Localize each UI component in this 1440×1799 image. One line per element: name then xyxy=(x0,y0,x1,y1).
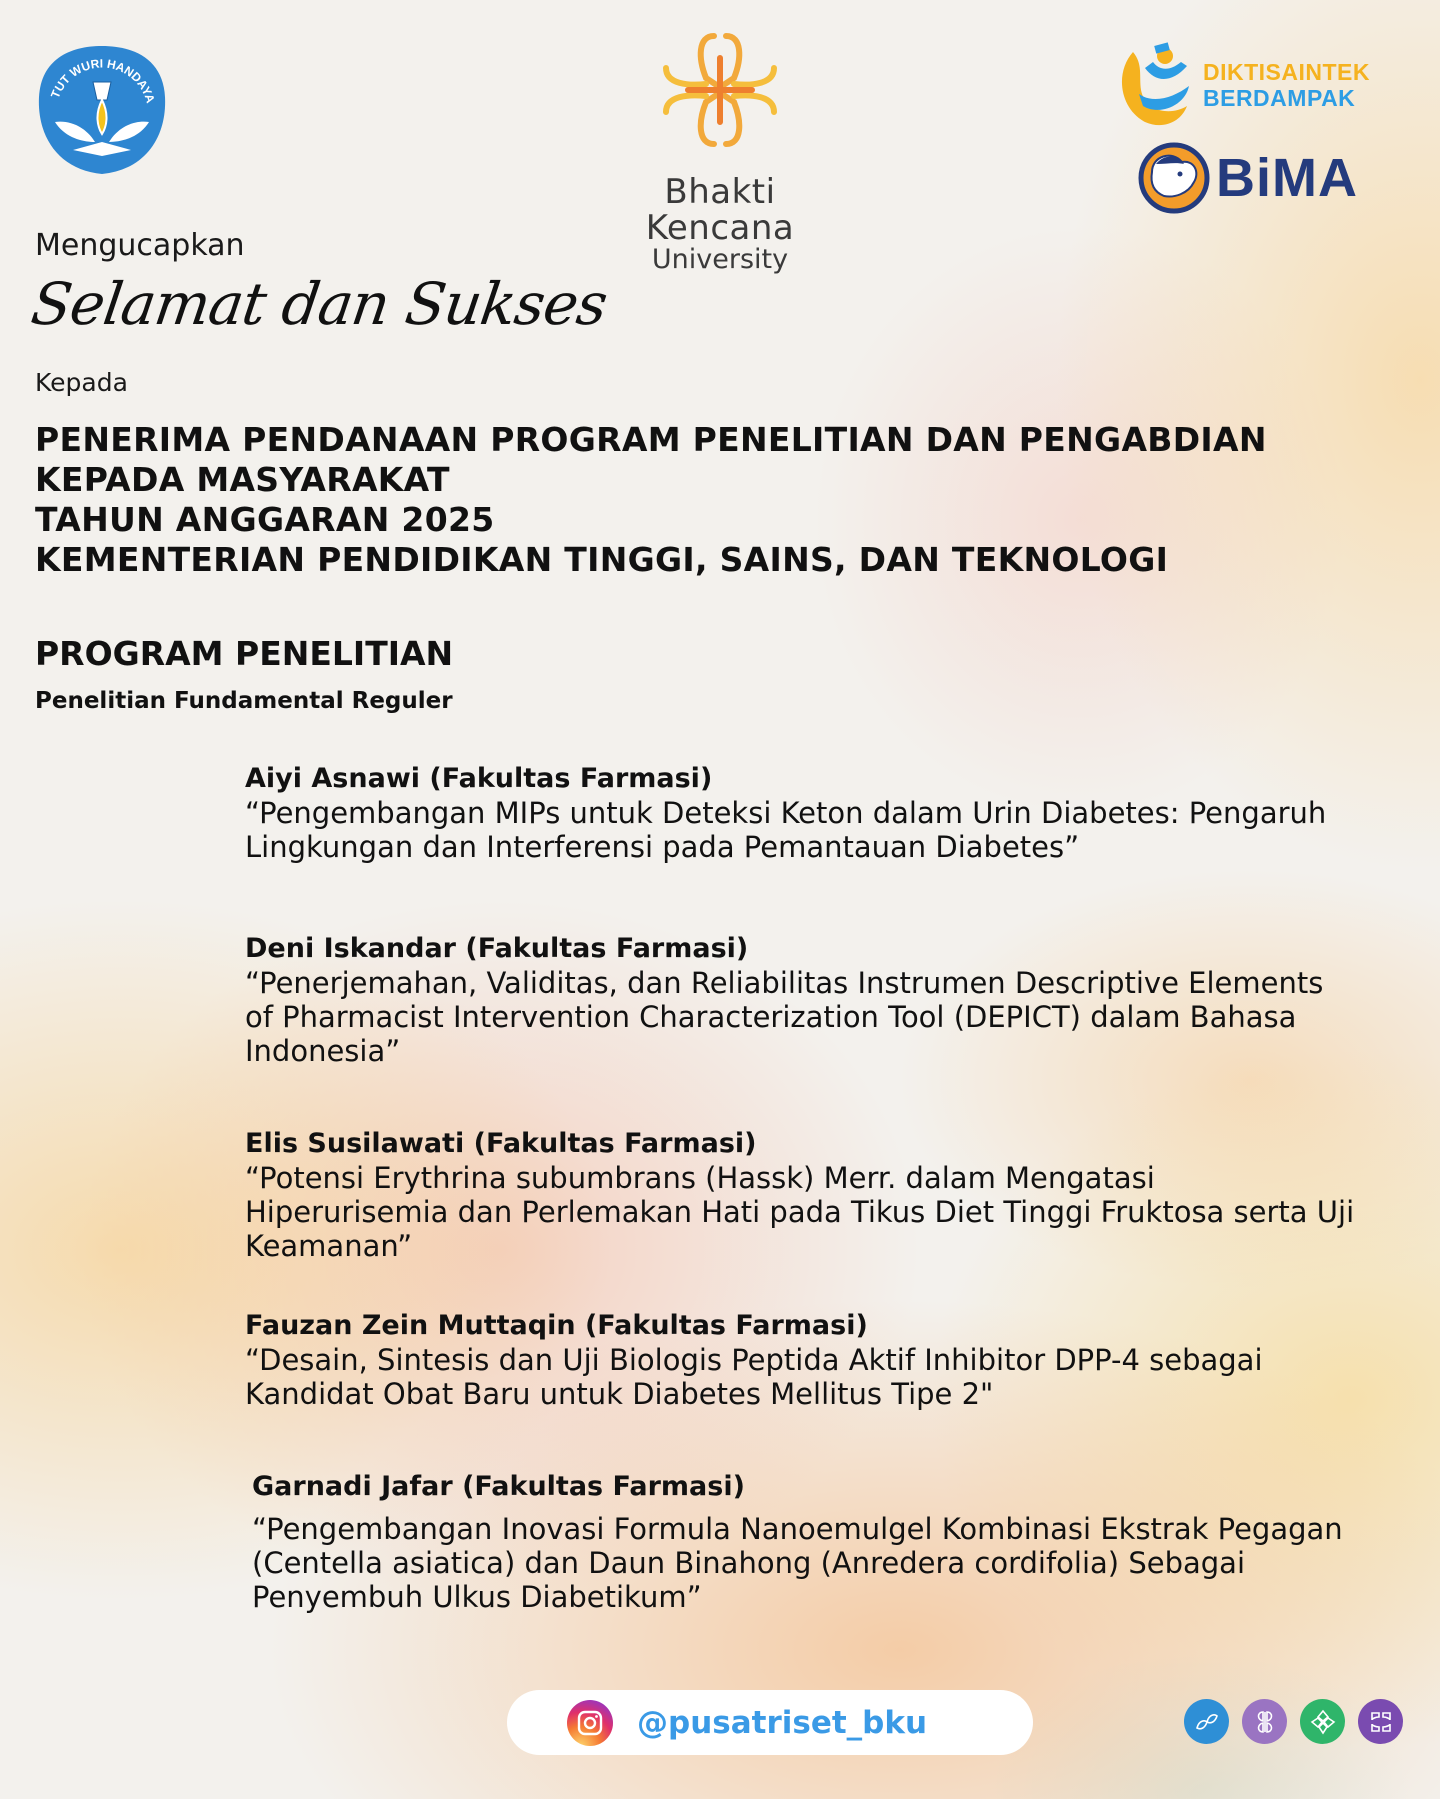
recipient-name: Garnadi Jafar (Fakultas Farmasi) xyxy=(252,1471,745,1502)
headline-line: KEMENTERIAN PENDIDIKAN TINGGI, SAINS, DAN TEKNOLOGI xyxy=(35,540,1169,579)
to-label: Kepada xyxy=(35,368,128,397)
research-title-line: Keamanan” xyxy=(245,1229,413,1263)
research-title-line: of Pharmacist Intervention Characterization Tool (DEPICT) dalam Bahasa xyxy=(245,1000,1297,1034)
flower-cluster-icon xyxy=(1300,1699,1345,1744)
program-title: PROGRAM PENELITIAN xyxy=(35,634,454,673)
university-name: Bhakti Kencana xyxy=(645,172,795,248)
bku-flower-mark-icon xyxy=(658,28,782,152)
greeting-text: Mengucapkan xyxy=(35,228,245,263)
recipient-name: Deni Iskandar (Fakultas Farmasi) xyxy=(245,933,749,964)
university-logo xyxy=(590,28,850,275)
diktisaintek-line1: DIKTISAINTEK xyxy=(1203,59,1370,85)
research-title-line: Lingkungan dan Interferensi pada Pemantauan Diabetes” xyxy=(245,830,1080,864)
svg-text:TUT WURI HANDAYANI: TUT WURI HANDAYA xyxy=(48,56,158,105)
recipient-item xyxy=(245,1309,1405,1411)
research-title-line: “Potensi Erythrina subumbrans (Hassk) Merr. dalam Mengatasi xyxy=(245,1161,1155,1195)
program-scheme: Penelitian Fundamental Reguler xyxy=(35,688,453,714)
research-title-line: “Desain, Sintesis dan Uji Biologis Peptida Aktif Inhibitor DPP-4 sebagai xyxy=(245,1343,1263,1377)
headline-line: PENERIMA PENDANAAN PROGRAM PENELITIAN DAN PENGABDIAN xyxy=(35,420,1267,459)
butterfly-icon xyxy=(1242,1699,1287,1744)
instagram-icon xyxy=(567,1700,613,1746)
research-title-line: “Pengembangan Inovasi Formula Nanoemulgel Kombinasi Ekstrak Pegagan xyxy=(252,1512,1343,1546)
headline xyxy=(35,420,1267,580)
recipient-item xyxy=(245,1127,1405,1263)
leaf-pair-icon xyxy=(1184,1699,1229,1744)
recipient-name: Fauzan Zein Muttaqin (Fakultas Farmasi) xyxy=(245,1310,868,1341)
diktisaintek-logo xyxy=(1115,40,1415,130)
bima-name: BiMA xyxy=(1216,148,1358,208)
quad-petal-icon xyxy=(1358,1699,1403,1744)
research-title-line: Kandidat Obat Baru untuk Diabetes Mellitus Tipe 2" xyxy=(245,1377,994,1411)
diktisaintek-figure-icon xyxy=(1115,42,1195,128)
research-title-line: Penyembuh Ulkus Diabetikum” xyxy=(252,1580,702,1614)
recipient-item xyxy=(252,1470,1412,1614)
research-title-line: (Centella asiatica) dan Daun Binahong (Anredera cordifolia) Sebagai xyxy=(252,1546,1245,1580)
research-title-line: Indonesia” xyxy=(245,1034,401,1068)
bima-character-icon xyxy=(1138,142,1210,214)
headline-line: TAHUN ANGGARAN 2025 xyxy=(35,500,495,539)
diktisaintek-line2: BERDAMPAK xyxy=(1203,85,1356,111)
tut-wuri-handayani-emblem-icon xyxy=(35,42,169,178)
recipient-name: Elis Susilawati (Fakultas Farmasi) xyxy=(245,1128,757,1159)
instagram-link[interactable] xyxy=(507,1690,1033,1755)
research-title-line: “Penerjemahan, Validitas, dan Reliabilitas Instrumen Descriptive Elements xyxy=(245,966,1324,1000)
kemdikbud-logo xyxy=(35,42,169,178)
script-title: Selamat dan Sukses xyxy=(27,270,611,338)
bima-logo xyxy=(1138,140,1378,216)
university-sub: University xyxy=(651,244,789,275)
recipient-item xyxy=(245,932,1405,1068)
instagram-handle: @pusatriset_bku xyxy=(637,1704,928,1741)
headline-line: KEPADA MASYARAKAT xyxy=(35,460,450,499)
recipient-name: Aiyi Asnawi (Fakultas Farmasi) xyxy=(245,763,713,794)
research-title-line: “Pengembangan MIPs untuk Deteksi Keton dalam Urin Diabetes: Pengaruh xyxy=(245,796,1327,830)
program-badges xyxy=(1184,1699,1403,1744)
recipient-item xyxy=(245,762,1405,864)
research-title-line: Hiperurisemia dan Perlemakan Hati pada Tikus Diet Tinggi Fruktosa serta Uji xyxy=(245,1195,1355,1229)
